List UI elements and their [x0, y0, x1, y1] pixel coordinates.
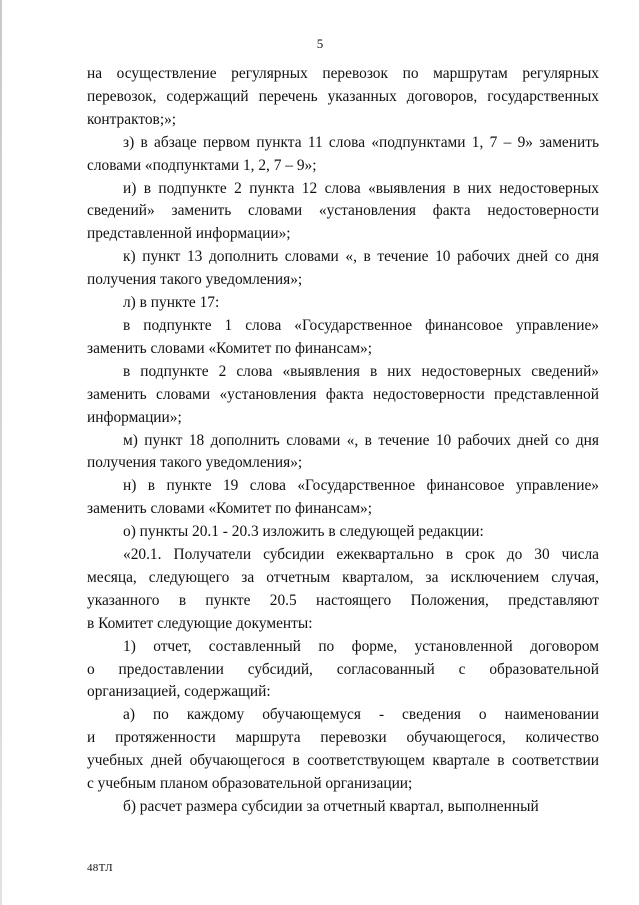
text-line: указанного в пункте 20.5 настоящего Положения, представляют	[87, 591, 599, 609]
text-line: о предоставлении субсидий, согласованный с образовательной	[87, 660, 599, 678]
text-line: заменить словами «установления факта недостоверности представленной	[87, 385, 599, 403]
text-line: а) по каждому обучающемуся - сведения о наименовании	[123, 706, 599, 724]
paragraph	[87, 704, 599, 796]
text-line: з) в абзаце первом пункта 11 слова «подпунктами 1, 7 – 9» заменить	[123, 133, 599, 151]
text-line: сведений» заменить словами «установления факта недостоверности	[87, 202, 599, 220]
text-line: на осуществление регулярных перевозок по маршрутам регулярных	[87, 65, 599, 82]
text-line: м) пункт 18 дополнить словами «, в течение 10 рабочих дней со дня	[123, 431, 599, 449]
paragraph	[87, 246, 599, 292]
paragraph	[87, 63, 599, 132]
paragraph	[87, 292, 599, 315]
text-line: в Комитет следующие документы:	[87, 614, 313, 632]
text-line: представленной информации»;	[87, 225, 291, 243]
paragraph	[87, 315, 599, 361]
text-line: заменить словами «Комитет по финансам»;	[87, 500, 373, 518]
text-line: с учебным планом образовательной организации;	[87, 775, 413, 793]
paragraph	[87, 430, 599, 476]
paragraph	[87, 521, 599, 544]
text-line: и протяженности маршрута перевозки обучающегося, количество	[87, 729, 599, 747]
text-line: в подпункте 1 слова «Государственное финансовое управление»	[123, 316, 599, 334]
text-line: в подпункте 2 слова «выявления в них недостоверных сведений»	[123, 362, 599, 380]
text-line: контрактов;»;	[87, 110, 177, 128]
text-line: и) в подпункте 2 пункта 12 слова «выявления в них недостоверных	[123, 179, 599, 197]
text-line: б) расчет размера субсидии за отчетный квартал, выполненный	[123, 798, 539, 815]
text-line: словами «подпунктами 1, 2, 7 – 9»;	[87, 156, 317, 174]
text-line: информации»;	[87, 408, 182, 426]
text-line: организацией, содержащий:	[87, 683, 271, 701]
text-line: н) в пункте 19 слова «Государственное финансовое управление»	[123, 477, 599, 495]
paragraph	[87, 636, 599, 705]
text-line: о) пункты 20.1 - 20.3 изложить в следующей редакции:	[123, 523, 484, 541]
document-body	[87, 63, 599, 819]
document-code: 48ТЛ	[87, 862, 113, 874]
text-line: л) в пункте 17:	[123, 294, 220, 312]
text-line: «20.1. Получатели субсидии ежеквартально в срок до 30 числа	[123, 546, 599, 564]
paragraph	[87, 475, 599, 521]
paragraph	[87, 544, 599, 636]
paragraph	[87, 361, 599, 430]
scan-edge-left	[0, 0, 2, 905]
paragraph	[87, 178, 599, 247]
text-line: месяца, следующего за отчетным кварталом, за исключением случая,	[87, 568, 599, 586]
paragraph	[87, 796, 599, 819]
page-number: 5	[316, 36, 324, 51]
text-line: перевозок, содержащий перечень указанных договоров, государственных	[87, 87, 599, 105]
text-line: 1) отчет, составленный по форме, установленной договором	[123, 637, 599, 655]
paragraph	[87, 132, 599, 178]
text-line: заменить словами «Комитет по финансам»;	[87, 339, 373, 357]
text-line: получения такого уведомления»;	[87, 271, 303, 289]
text-line: получения такого уведомления»;	[87, 454, 303, 472]
text-line: учебных дней обучающегося в соответствующем квартале в соответствии	[87, 752, 599, 770]
text-line: к) пункт 13 дополнить словами «, в течение 10 рабочих дней со дня	[123, 248, 599, 266]
